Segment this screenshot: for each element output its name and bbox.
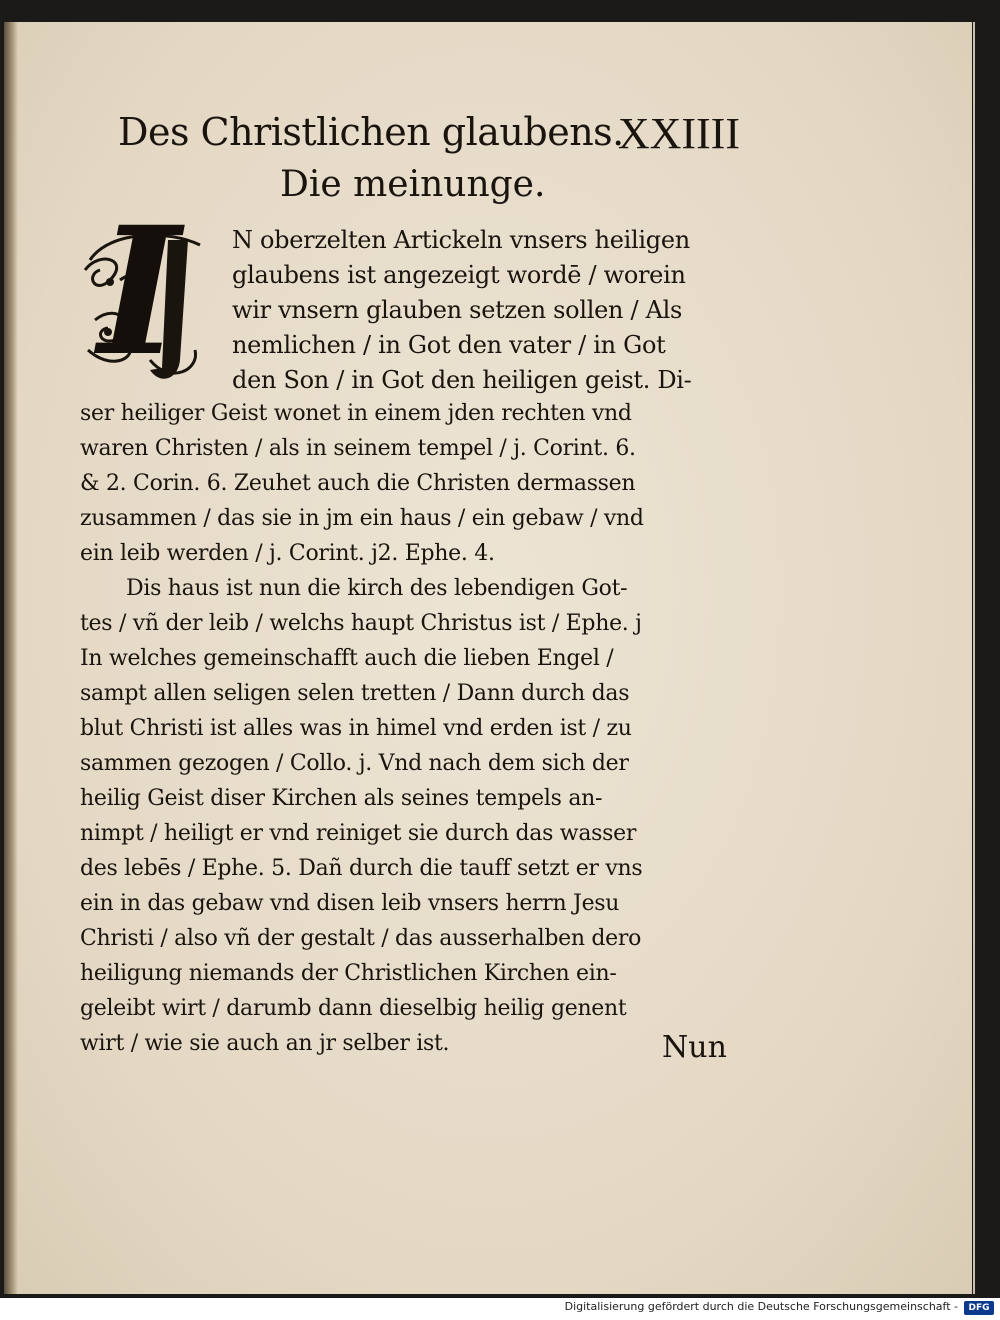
text-line: waren Christen / als in seinem tempel / j. Corint. 6.: [80, 436, 636, 461]
text-line: ser heiliger Geist wonet in einem jden rechten vnd: [80, 401, 632, 426]
text-line: heiligung niemands der Christlichen Kirchen ein-: [80, 961, 617, 986]
folio-number: XXIIII: [617, 109, 740, 158]
text-line: heilig Geist diser Kirchen als seines tempels an-: [80, 786, 603, 811]
text-line: blut Christi ist alles was in himel vnd erden ist / zu: [80, 716, 632, 741]
text-line: des lebēs / Ephe. 5. Dañ durch die tauff setzt er vns: [80, 856, 643, 881]
initial-letter: I: [98, 188, 181, 395]
page-edge: [973, 22, 975, 1294]
page-gutter-shadow: [4, 22, 18, 1294]
running-title: Des Christlichen glaubens.: [118, 110, 624, 154]
dfg-logo[interactable]: DFG: [964, 1301, 994, 1315]
text-line: glaubens ist angezeigt wordē / worein: [232, 261, 686, 289]
text-line: Christi / also vñ der gestalt / das ausserhalben dero: [80, 926, 642, 951]
text-line: nemlichen / in Got den vater / in Got: [232, 331, 666, 359]
text-line: N oberzelten Artickeln vnsers heiligen: [232, 226, 690, 254]
text-line: & 2. Corin. 6. Zeuhet auch die Christen dermassen: [80, 471, 636, 496]
text-line: geleibt wirt / darumb dann dieselbig heilig genent: [80, 996, 627, 1021]
text-line: wirt / wie sie auch an jr selber ist.: [80, 1031, 450, 1056]
footer-bar: [0, 1298, 1000, 1320]
funding-credit: Digitalisierung gefördert durch die Deutsche Forschungsgemeinschaft -: [564, 1300, 958, 1313]
text-line: ein leib werden / j. Corint. j2. Ephe. 4.: [80, 541, 495, 566]
text-line: In welches gemeinschafft auch die lieben Engel /: [80, 646, 614, 671]
text-line: Dis haus ist nun die kirch des lebendigen Got-: [126, 576, 628, 601]
text-line: ein in das gebaw vnd disen leib vnsers herrn Jesu: [80, 891, 620, 916]
catchword: Nun: [662, 1030, 727, 1065]
text-line: nimpt / heiligt er vnd reiniget sie durch das wasser: [80, 821, 637, 846]
text-line: wir vnsern glauben setzen sollen / Als: [232, 296, 683, 324]
text-line: zusammen / das sie in jm ein haus / ein gebaw / vnd: [80, 506, 644, 531]
section-heading: Die meinunge.: [280, 164, 546, 205]
text-line: sampt allen seligen selen tretten / Dann durch das: [80, 681, 630, 706]
text-line: tes / vñ der leib / welchs haupt Christus ist / Ephe. j: [80, 611, 642, 636]
text-line: den Son / in Got den heiligen geist. Di-: [232, 366, 692, 394]
text-line: sammen gezogen / Collo. j. Vnd nach dem sich der: [80, 751, 629, 776]
decorated-initial: [80, 188, 210, 395]
